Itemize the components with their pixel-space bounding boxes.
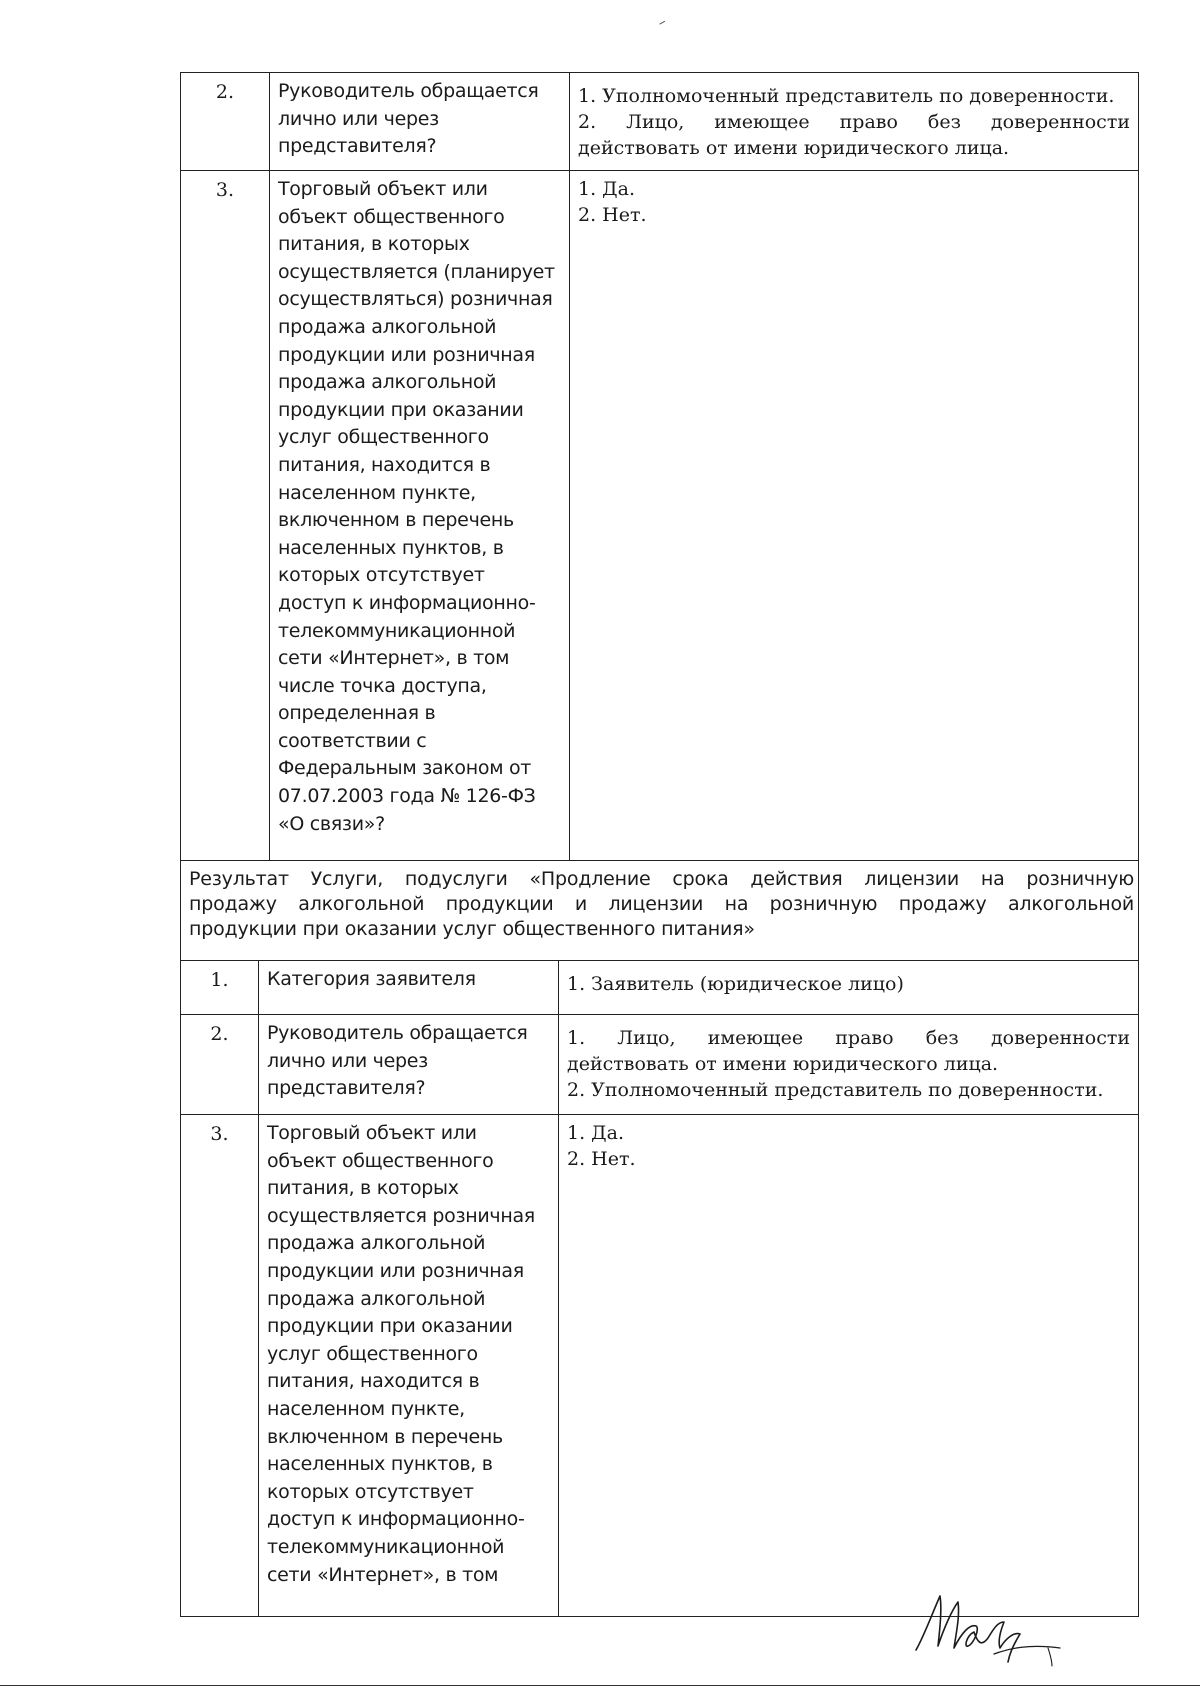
- table-row: [181, 171, 1139, 861]
- handwritten-signature: [910, 1588, 1070, 1668]
- question-line: продукции при оказании: [278, 398, 524, 421]
- question-line: продукции при оказании: [267, 1315, 513, 1338]
- question-line: включенном в перечень: [267, 1425, 503, 1448]
- answer-line: действовать от имени юридического лица.: [578, 137, 1010, 159]
- question-line: питания, в которых: [267, 1177, 459, 1200]
- answer-line: 2. Нет.: [567, 1148, 636, 1170]
- question-line: определенная в: [278, 702, 436, 725]
- answer-line: 1. Заявитель (юридическое лицо): [567, 973, 904, 995]
- question-line: продажа алкогольной: [278, 371, 497, 394]
- question-line: которых отсутствует: [278, 564, 485, 587]
- answer-line: 1. Уполномоченный представитель по доверенности.: [578, 85, 1115, 107]
- question-line: продажа алкогольной: [267, 1287, 486, 1310]
- question-line: включенном в перечень: [278, 509, 514, 532]
- result-heading: [181, 861, 1139, 961]
- question-line: продукции или розничная: [267, 1259, 524, 1282]
- answer-line: действовать от имени юридического лица.: [567, 1053, 999, 1075]
- question-line: соответствии с: [278, 729, 427, 752]
- question-line: сети «Интернет», в том: [278, 647, 510, 670]
- question-line: населенных пунктов, в: [267, 1453, 493, 1476]
- question-line: питания, в которых: [278, 233, 470, 256]
- question-line: Руководитель обращается: [267, 1022, 528, 1044]
- result-line: продукции при оказании услуг общественного питания»: [189, 918, 755, 940]
- answer-line: 2. Нет.: [578, 204, 647, 226]
- table-upper: [180, 72, 1139, 861]
- question-line: услуг общественного: [267, 1342, 478, 1365]
- answer-cell: [570, 171, 1139, 861]
- question-line: которых отсутствует: [267, 1480, 474, 1503]
- question-line: представителя?: [278, 135, 437, 158]
- question-line: объект общественного: [278, 205, 505, 228]
- answer-line: 2. Лицо, имеющее право без доверенности: [578, 111, 1130, 133]
- answer-cell: [559, 961, 1139, 1015]
- question-line: телекоммуникационной: [278, 619, 516, 642]
- table-row: [181, 1115, 1139, 1617]
- question-cell: [259, 961, 559, 1015]
- question-line: доступ к информационно-: [267, 1508, 525, 1531]
- scan-mark: [659, 21, 666, 27]
- answer-line: 2. Уполномоченный представитель по доверенности.: [567, 1079, 1104, 1101]
- row-number: 2.: [181, 73, 270, 171]
- question-line: Торговый объект или: [278, 178, 488, 200]
- answer-cell: [559, 1015, 1139, 1115]
- question-line: лично или через: [267, 1049, 428, 1072]
- question-line: осуществляться) розничная: [278, 288, 553, 311]
- question-line: осуществляется розничная: [267, 1204, 535, 1227]
- question-line: Торговый объект или: [267, 1122, 477, 1144]
- table-row: [181, 861, 1139, 961]
- table-row: [181, 73, 1139, 171]
- page-bottom-rule: [0, 1685, 1200, 1686]
- question-line: сети «Интернет», в том: [267, 1563, 499, 1586]
- answer-cell: [570, 73, 1139, 171]
- question-line: числе точка доступа,: [278, 674, 487, 697]
- question-line: осуществляется (планирует: [278, 260, 555, 283]
- answer-line: 1. Да.: [567, 1122, 624, 1144]
- question-cell: [270, 73, 570, 171]
- answer-cell: [559, 1115, 1139, 1617]
- question-line: питания, находится в: [267, 1370, 480, 1393]
- row-number: 2.: [181, 1015, 259, 1115]
- table-row: [181, 961, 1139, 1015]
- row-number: 3.: [181, 1115, 259, 1617]
- question-cell: [270, 171, 570, 861]
- question-line: продажа алкогольной: [267, 1232, 486, 1255]
- question-line: 07.07.2003 года № 126-ФЗ: [278, 785, 536, 808]
- question-cell: [259, 1015, 559, 1115]
- question-line: лично или через: [278, 107, 439, 130]
- table-row: [181, 1015, 1139, 1115]
- table-lower: [180, 860, 1139, 1617]
- answer-line: 1. Лицо, имеющее право без доверенности: [567, 1027, 1131, 1049]
- question-line: объект общественного: [267, 1149, 494, 1172]
- result-line: Результат Услуги, подуслуги «Продление срока действия лицензии на розничную: [189, 868, 1135, 890]
- question-line: «О связи»?: [278, 812, 385, 835]
- question-line: услуг общественного: [278, 426, 489, 449]
- question-line: продажа алкогольной: [278, 315, 497, 338]
- question-line: Федеральным законом от: [278, 757, 532, 780]
- question-line: представителя?: [267, 1077, 426, 1100]
- question-line: телекоммуникационной: [267, 1535, 505, 1558]
- question-line: Руководитель обращается: [278, 80, 539, 102]
- question-line: населенном пункте,: [278, 481, 476, 504]
- question-cell: [259, 1115, 559, 1617]
- answer-line: 1. Да.: [578, 178, 635, 200]
- question-line: населенных пунктов, в: [278, 536, 504, 559]
- row-number: 1.: [181, 961, 259, 1015]
- question-line: Категория заявителя: [267, 968, 476, 990]
- question-line: продукции или розничная: [278, 343, 535, 366]
- question-line: доступ к информационно-: [278, 591, 536, 614]
- question-line: питания, находится в: [278, 453, 491, 476]
- row-number: 3.: [181, 171, 270, 861]
- question-line: населенном пункте,: [267, 1397, 465, 1420]
- result-line: продажу алкогольной продукции и лицензии на розничную продажу алкогольной: [189, 893, 1135, 915]
